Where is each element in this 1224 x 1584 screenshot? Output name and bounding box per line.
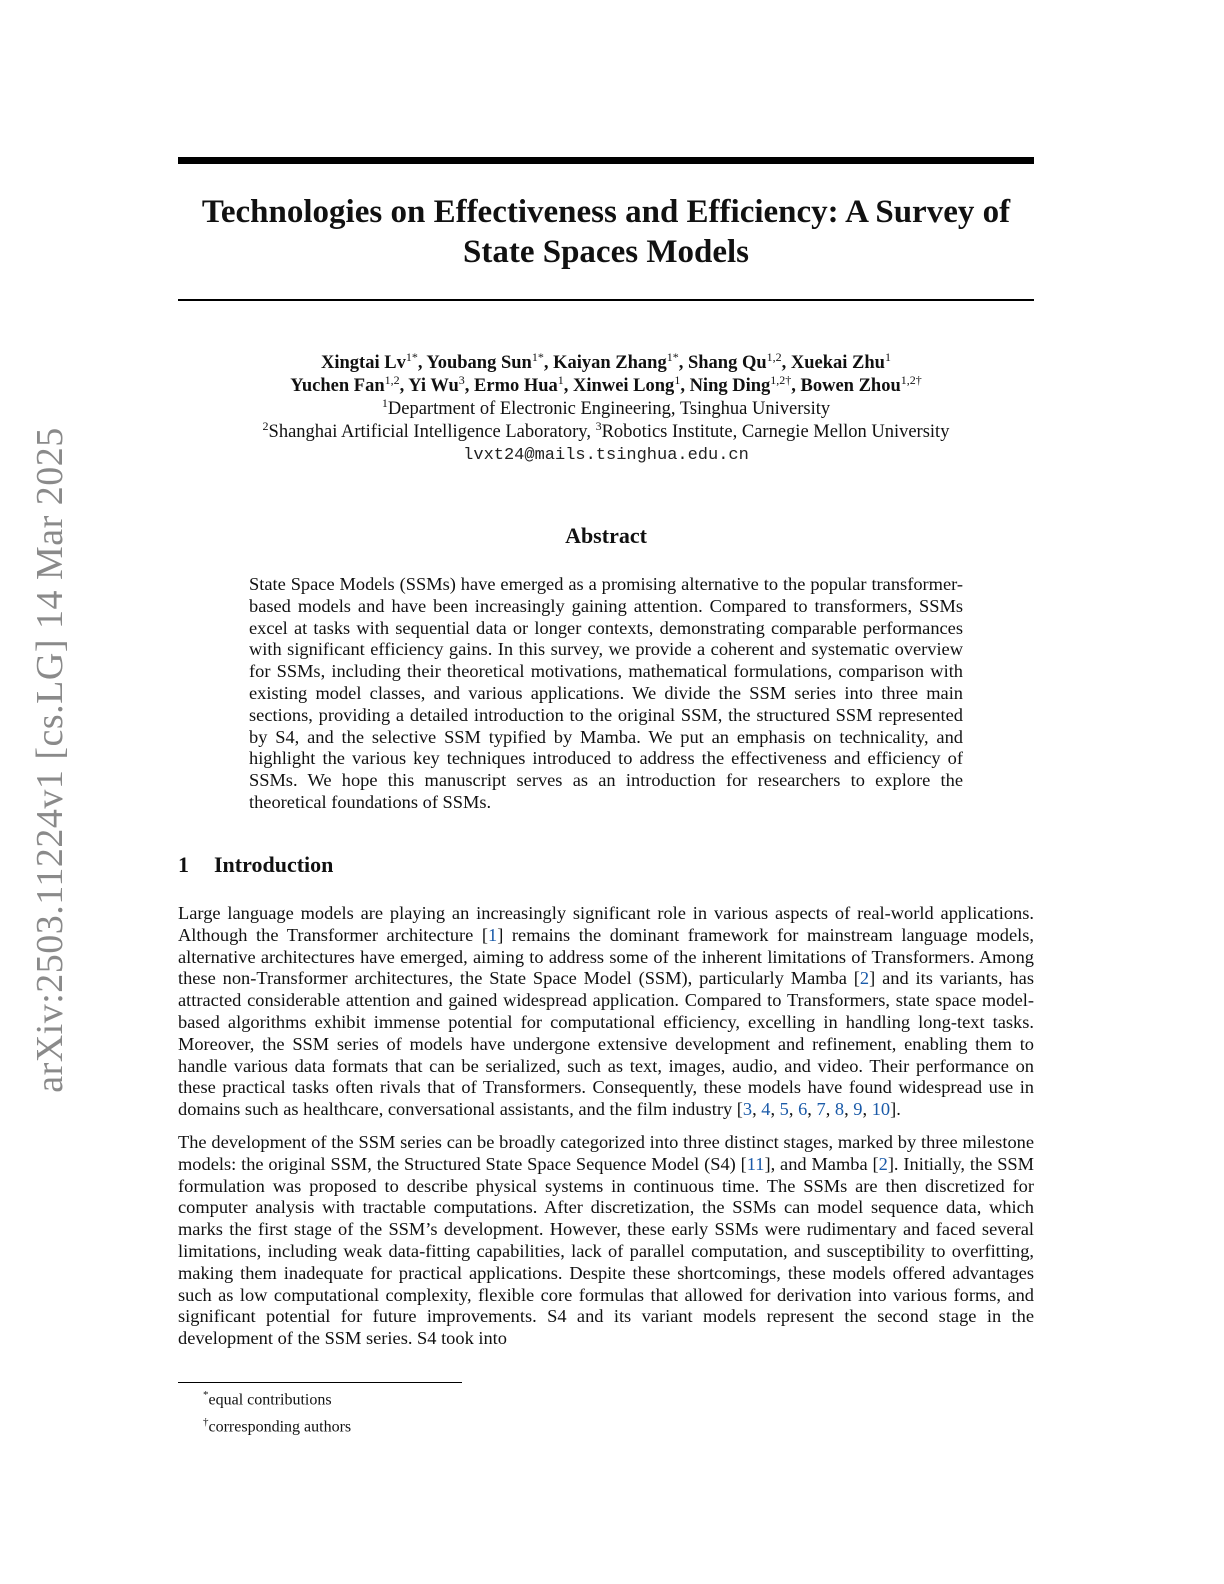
author-affiliation-marker: 1 xyxy=(884,349,891,364)
author-name: Ermo Hua xyxy=(474,376,558,396)
citation-link[interactable]: 1 xyxy=(488,924,498,945)
citation-link[interactable]: 6 xyxy=(798,1099,808,1120)
author-line-2: Yuchen Fan$^{1,2}$, Yi Wu$^3$, Ermo Hua$^1$, Xinwei Long$^1$, Ning Ding$^{1,2\dagger}$, Bowen Zhou$^{1,2\dagger}$ xyxy=(290,372,922,396)
title-bottom-rule xyxy=(178,299,1034,301)
footnotes xyxy=(203,1384,351,1439)
intro-paragraph-2: The development of the SSM series can be broadly categorized into three distinct stages, marked by three milestone models: the original SSM, the Structured State Space Sequence Model (S4) [11], and Mamba [2]. Initially, the SSM formulation was proposed to describe physical systems in continuous time. The SSMs are then discretized for computer analysis with tractable computations. After discretization, the SSMs can model sequence data, which marks the first stage of the SSM’s development. However, these early SSMs were rudimentary and faced several limitations, including weak data-fitting capabilities, lack of parallel computation, and susceptibility to overfitting, making them inadequate for practical applications. Despite these shortcomings, these models offered advantages such as low computational complexity, flexible core formulas that allowed for derivation into various forms, and significant potential for future improvements. S4 and its variant models represent the second stage in the development of the SSM series. S4 took into xyxy=(178,1131,1035,1349)
author-affiliation-marker: 1,2† xyxy=(900,372,922,387)
affiliation-1 xyxy=(178,395,1034,421)
author-block xyxy=(178,349,1034,467)
contact-email[interactable]: lvxt24@mails.tsinghua.edu.cn xyxy=(463,446,749,465)
author-affiliation-marker: 1* xyxy=(405,349,418,364)
paper-title: Technologies on Effectiveness and Efficiency: A Survey of State Spaces Models xyxy=(201,194,1011,270)
arxiv-identifier: arXiv:2503.11224v1 [cs.LG] 14 Mar 2025 xyxy=(29,427,71,1093)
affiliation-text: Robotics Institute, Carnegie Mellon University xyxy=(601,422,950,442)
citation-link[interactable]: 4 xyxy=(761,1099,771,1120)
footnote-equal-contribution xyxy=(203,1384,351,1411)
affiliation-marker: 3 xyxy=(595,418,602,433)
citation-link[interactable]: 5 xyxy=(779,1099,789,1120)
section-heading xyxy=(178,852,333,878)
abstract-heading: Abstract xyxy=(565,523,647,548)
author-name: Xinwei Long xyxy=(573,376,675,396)
footnote-text: equal contributions xyxy=(208,1391,332,1409)
author-affiliation-marker: 1,2† xyxy=(770,372,792,387)
author-name: Shang Qu xyxy=(687,353,767,373)
footnote-marker: * xyxy=(203,1389,209,1401)
author-name: Kaiyan Zhang xyxy=(553,353,667,373)
section-title: Introduction xyxy=(214,852,334,877)
citation-link[interactable]: 3 xyxy=(742,1099,753,1120)
citation-link[interactable]: 10 xyxy=(871,1099,891,1120)
author-name: Xuekai Zhu xyxy=(790,353,885,373)
footnote-rule xyxy=(178,1382,462,1383)
affiliation-marker: 2 xyxy=(262,418,269,433)
citation-link[interactable]: 7 xyxy=(816,1099,826,1120)
author-name: Yuchen Fan xyxy=(290,376,385,396)
author-name: Ning Ding xyxy=(689,376,771,396)
author-name: Yi Wu xyxy=(408,376,459,396)
author-affiliation-marker: 1 xyxy=(674,372,681,387)
affiliation-2 xyxy=(178,418,1034,444)
author-name: Bowen Zhou xyxy=(800,376,901,396)
author-affiliation-marker: 1,2 xyxy=(766,349,782,364)
author-affiliation-marker: 3 xyxy=(458,372,465,387)
footnote-marker: † xyxy=(203,1416,209,1429)
introduction-body xyxy=(178,903,1034,1361)
citation-link[interactable]: 2 xyxy=(859,968,870,989)
author-affiliation-marker: 1* xyxy=(531,349,544,364)
section-number: 1 xyxy=(178,852,189,877)
affiliation-marker: 1 xyxy=(381,395,388,410)
author-name: Xingtai Lv xyxy=(321,353,406,373)
footnote-corresponding xyxy=(203,1411,351,1438)
author-affiliation-marker: 1,2 xyxy=(384,372,400,387)
citation-link[interactable]: 2 xyxy=(878,1153,888,1174)
author-line-1: Xingtai $Lv^{1*}$, Youbang Sun$^{1*}$, Kaiyan Zhang$^{1*}$, Shang Qu$^{1,2}$, Xuekai Zhu$^1$ xyxy=(321,349,891,373)
citation-link[interactable]: 11 xyxy=(746,1153,765,1174)
abstract-text: State Space Models (SSMs) have emerged as a promising alternative to the popular transformer-based models and have been increasingly gaining attention. Compared to transformers, SSMs excel at tasks with sequential data or longer contexts, demonstrating comparable performances with significant efficiency gains. In this survey, we provide a coherent and systematic overview for SSMs, including their theoretical motivations, mathematical formulations, comparison with existing model classes, and various applications. We divide the SSM series into three main sections, providing a detailed introduction to the original SSM, the structured SSM represented by S4, and the selective SSM typified by Mamba. We put an emphasis on technicality, and highlight the various key techniques introduced to address the effectiveness and efficiency of SSMs. We hope this manuscript serves as an introduction for researchers to explore the theoretical foundations of SSMs. xyxy=(249,574,963,812)
affiliation-text: Shanghai Artificial Intelligence Laboratory, xyxy=(268,422,596,442)
citation-link[interactable]: 9 xyxy=(853,1099,863,1120)
footnote-text: corresponding authors xyxy=(208,1418,352,1436)
author-affiliation-marker: 1* xyxy=(666,349,679,364)
citation-link[interactable]: 8 xyxy=(834,1099,845,1120)
author-name: Youbang Sun xyxy=(426,353,532,373)
affiliation-text: Department of Electronic Engineering, Tsinghua University xyxy=(387,399,831,419)
author-affiliation-marker: 1 xyxy=(557,372,564,387)
title-top-rule xyxy=(178,157,1034,164)
intro-paragraph-1: Large language models are playing an increasingly significant role in various aspects of real-world applications. Although the Transformer architecture [1] remains the dominant framework for mainstream language models, alternative architectures have emerged, aiming to address some of the inherent limitations of Transformers. Among these non-Transformer architectures, the State Space Model (SSM), particularly Mamba [2] and its variants, has attracted considerable attention and gained widespread application. Compared to Transformers, state space model-based algorithms exhibit immense potential for computational efficiency, excelling in handling long-text tasks. Moreover, the SSM series of models have undergone extensive development and refinement, enabling them to handle various data formats that can be serialized, such as text, images, audio, and video. Their performance on these practical tasks often rivals that of Transformers. Consequently, these models have found widespread use in domains such as healthcare, conversational assistants, and the film industry [3, 4, 5, 6, 7, 8, 9, 10]. xyxy=(178,903,1035,1120)
